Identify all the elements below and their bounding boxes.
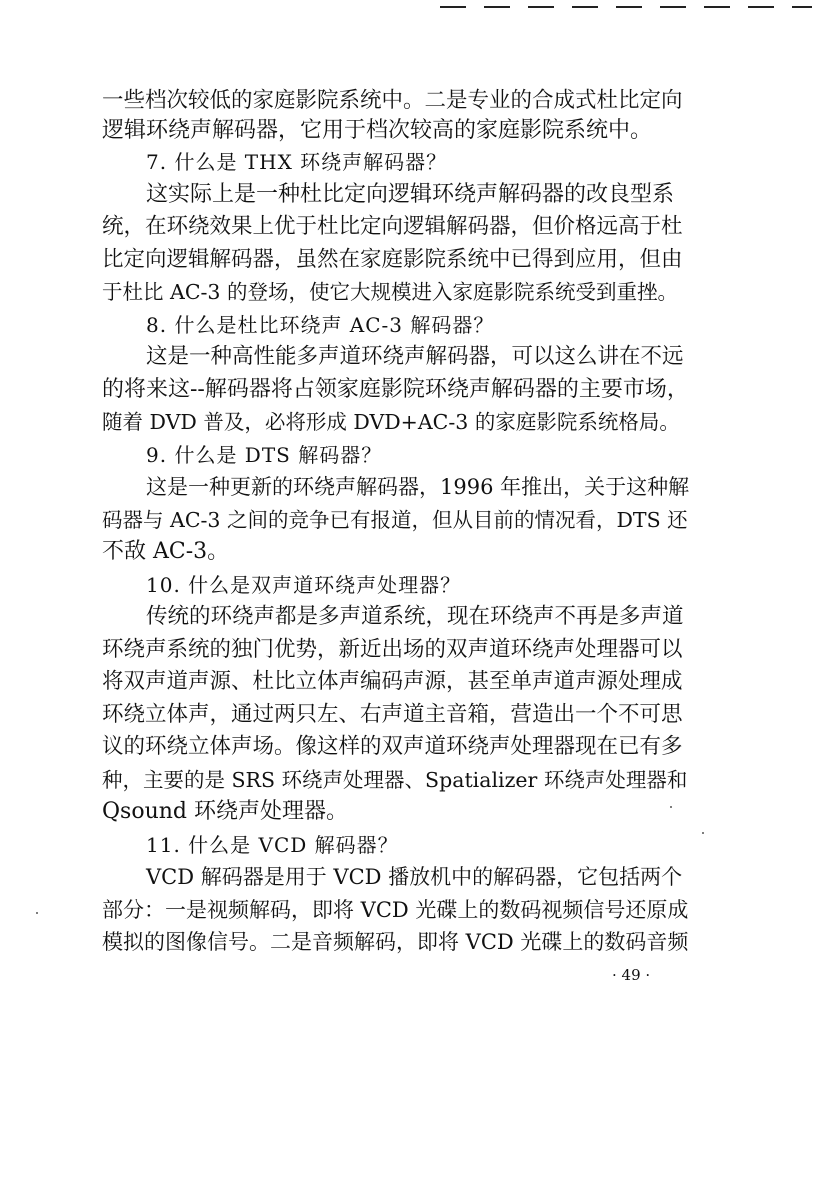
body-line: 环绕立体声，通过两只左、右声道主音箱，营造出一个不可思 [102,702,683,727]
body-line: 将双声道声源、杜比立体声编码声源，甚至单声道声源处理成 [102,669,683,694]
question-heading: 7. 什么是 THX 环绕声解码器？ [146,150,448,174]
question-heading: 10. 什么是双声道环绕声处理器？ [146,573,462,597]
body-line: 传统的环绕声都是多声道系统，现在环绕声不再是多声道 [146,604,684,629]
scan-speck [36,912,38,914]
body-line: 比定向逻辑解码器，虽然在家庭影院系统中已得到应用，但由 [102,247,683,272]
body-line: 模拟的图像信号。二是音频解码，即将 VCD 光碟上的数码音频 [102,930,689,954]
body-line: 于杜比 AC-3 的登场，使它大规模进入家庭影院系统受到重挫。 [102,280,678,304]
scan-speck [670,806,672,808]
body-line: 一些档次较低的家庭影院系统中。二是专业的合成式杜比定向 [102,88,683,113]
question-heading: 11. 什么是 VCD 解码器？ [146,833,399,857]
body-line: 部分：一是视频解码，即将 VCD 光碟上的数码视频信号还原成 [102,898,689,922]
body-line: Qsound 环绕声处理器。 [102,799,348,824]
body-line: 逻辑环绕声解码器，它用于档次较高的家庭影院系统中。 [102,118,653,143]
body-line: 环绕声系统的独门优势，新近出场的双声道环绕声处理器可以 [102,637,683,662]
body-line: 统，在环绕效果上优于杜比定向逻辑解码器，但价格远高于杜 [102,214,683,239]
body-line: 随着 DVD 普及，必将形成 DVD+AC-3 的家庭影院系统格局。 [102,410,680,434]
body-line: 的将来这--解码器将占领家庭影院环绕声解码器的主要市场， [102,377,689,402]
scan-speck [702,832,704,834]
body-line: 不敌 AC-3。 [102,539,230,564]
question-heading: 8. 什么是杜比环绕声 AC-3 解码器？ [146,313,495,337]
body-line: 议的环绕立体声场。像这样的双声道环绕声处理器现在已有多 [102,734,683,759]
body-line: 码器与 AC-3 之间的竞争已有报道，但从目前的情况看，DTS 还 [102,508,688,532]
body-line: 这实际上是一种杜比定向逻辑环绕声解码器的改良型系 [146,182,675,207]
page-number: · 49 · [612,966,651,984]
body-line: VCD 解码器是用于 VCD 播放机中的解码器，它包括两个 [146,865,683,889]
question-heading: 9. 什么是 DTS 解码器？ [146,443,383,467]
body-line: 种，主要的是 SRS 环绕声处理器、Spatializer 环绕声处理器和 [102,768,688,792]
body-line: 这是一种高性能多声道环绕声解码器，可以这么讲在不远 [146,344,684,369]
body-line: 这是一种更新的环绕声解码器，1996 年推出，关于这种解 [146,475,690,499]
